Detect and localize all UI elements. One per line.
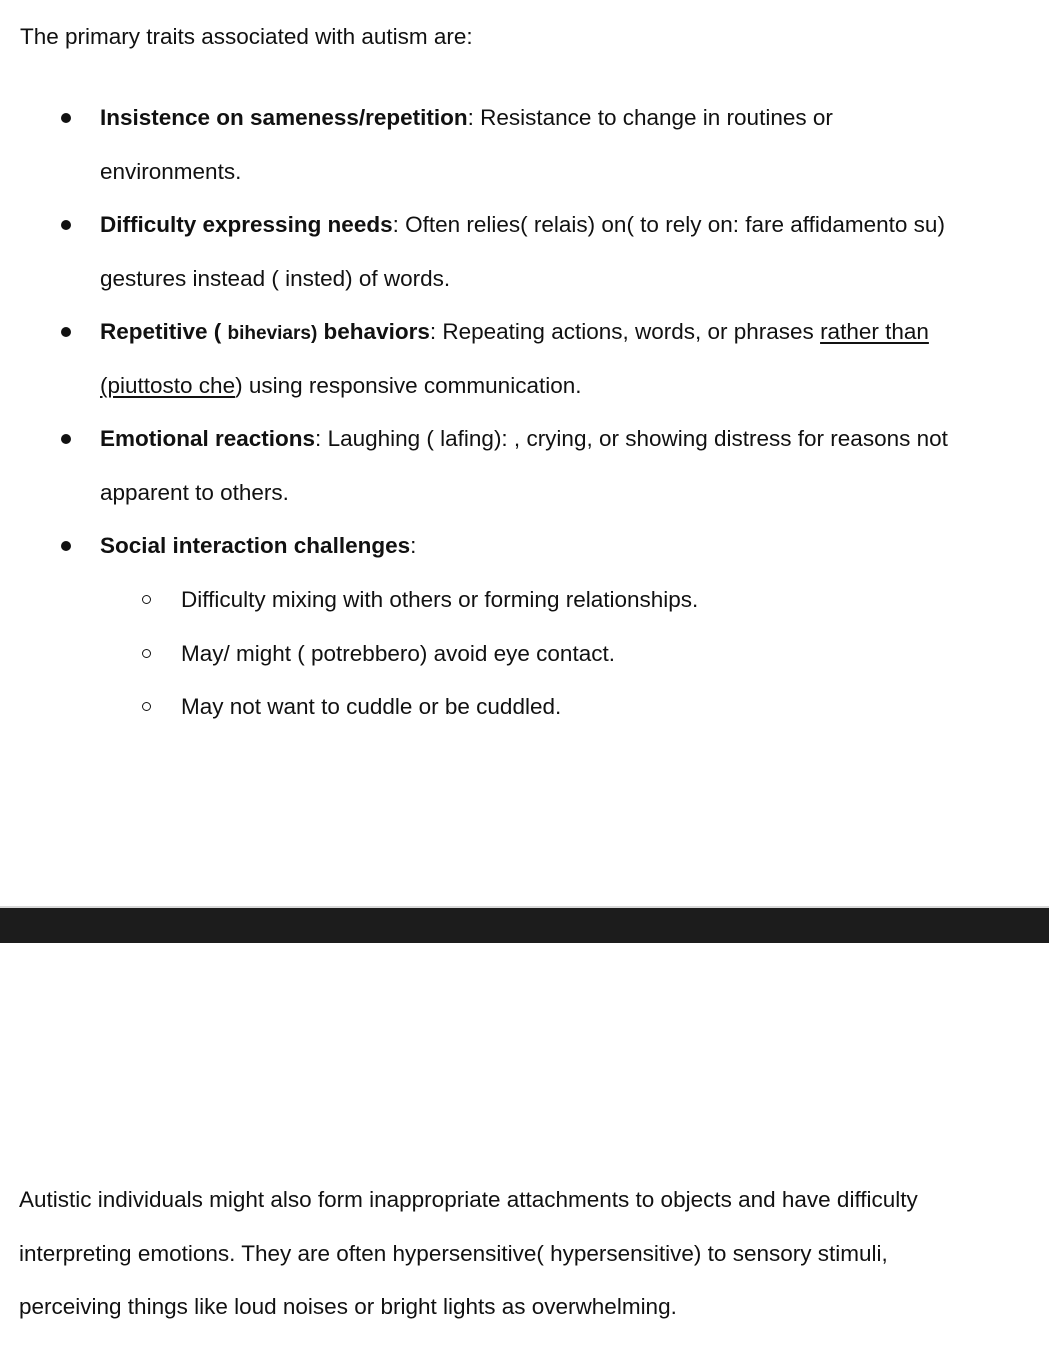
list-item <box>100 317 929 349</box>
item-term: Social interaction challenges <box>100 533 411 558</box>
intro-text: The primary traits associated with autism are: <box>20 24 473 49</box>
item-term: Repetitive ( <box>100 319 228 344</box>
item-description-continued: apparent to others. <box>100 480 289 505</box>
item-colon: : <box>467 105 474 130</box>
sub-list-item: Difficulty mixing with others or forming relationships. <box>181 587 699 612</box>
item-colon: : <box>410 533 417 558</box>
sub-list-item: May not want to cuddle or be cuddled. <box>181 694 562 719</box>
item-description-continued: environments. <box>100 159 242 184</box>
item-term: behaviors <box>317 319 430 344</box>
paragraph-line: perceiving things like loud noises or bright lights as overwhelming. <box>19 1294 677 1319</box>
sub-bullet-icon <box>142 649 151 658</box>
item-colon: : <box>315 426 322 451</box>
bullet-icon <box>61 434 71 444</box>
list-item <box>100 103 833 133</box>
item-description: Laughing ( lafing): , crying, or showing distress for reasons not <box>321 426 948 451</box>
sub-bullet-icon <box>142 702 151 711</box>
item-description: Often relies( relais) on( to rely on: fare affidamento su) <box>398 212 945 237</box>
list-item <box>100 210 945 240</box>
underlined-phrase: (piuttosto che <box>100 373 236 398</box>
sub-bullet-icon <box>142 595 151 604</box>
item-colon: : <box>392 212 399 237</box>
item-colon: : <box>429 319 437 344</box>
item-description-continued <box>100 371 582 401</box>
bullet-icon <box>61 327 71 337</box>
item-term: Difficulty expressing needs <box>100 212 393 237</box>
item-description: Repeating actions, words, or phrases <box>436 319 821 344</box>
item-description: ) using responsive communication. <box>235 373 582 398</box>
underlined-phrase: rather than <box>820 319 929 344</box>
bullet-icon <box>61 541 71 551</box>
item-term: Emotional reactions <box>100 426 316 451</box>
list-item <box>100 424 948 454</box>
list-item <box>100 531 416 561</box>
bullet-icon <box>61 113 71 123</box>
item-term-note: biheviars) <box>227 323 318 344</box>
paragraph-line: interpreting emotions. They are often hypersensitive( hypersensitive) to sensory stimuli, <box>19 1241 888 1266</box>
item-description-continued: gestures instead ( insted) of words. <box>100 266 451 291</box>
paragraph-line: Autistic individuals might also form inappropriate attachments to objects and have difficulty <box>19 1187 918 1212</box>
page-divider <box>0 906 1049 943</box>
item-term: Insistence on sameness/repetition <box>100 105 468 130</box>
sub-list-item: May/ might ( potrebbero) avoid eye contact. <box>181 641 615 666</box>
item-description: Resistance to change in routines or <box>473 105 833 130</box>
bullet-icon <box>61 220 71 230</box>
